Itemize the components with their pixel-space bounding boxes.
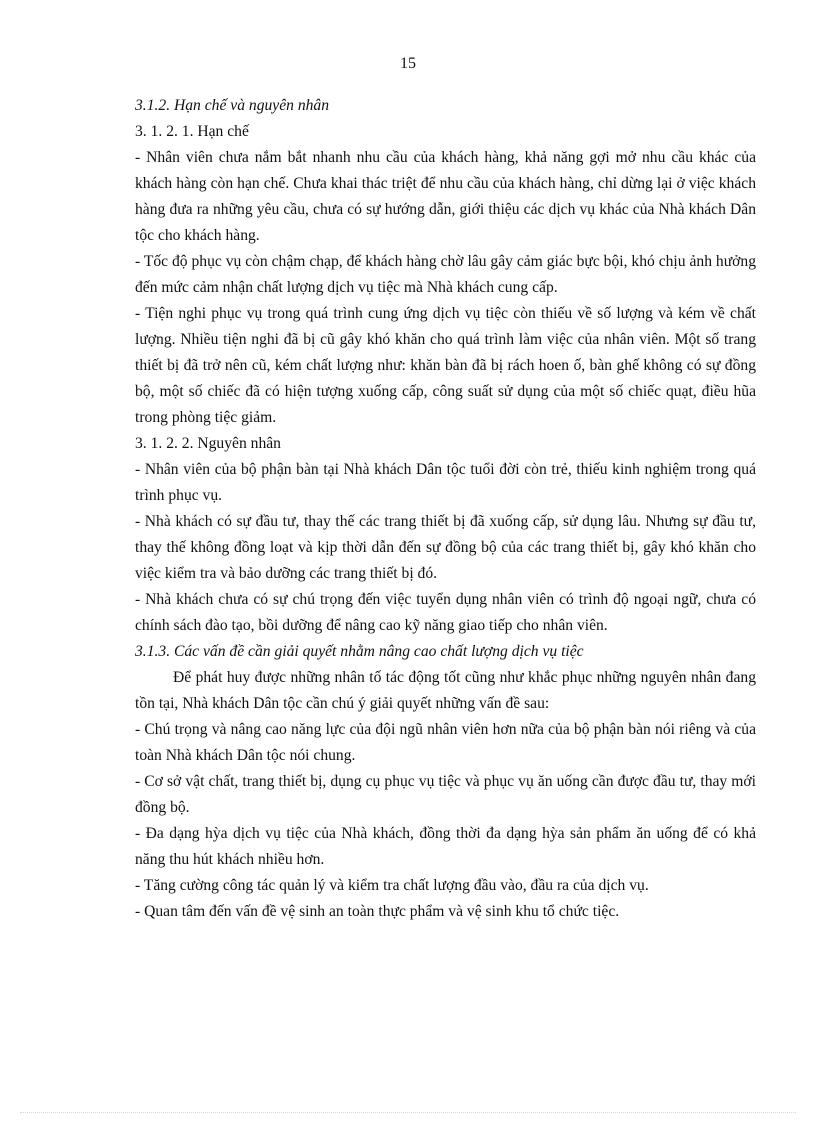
intro-paragraph: Để phát huy được những nhân tố tác động tốt cũng như khắc phục những nguyên nhân đang tồn tại, Nhà khách Dân tộc cần chú ý giải quyết những vấn đề sau: bbox=[135, 669, 756, 712]
page-bottom-divider bbox=[20, 1112, 796, 1113]
issue-paragraph: - Tăng cường công tác quản lý và kiểm tra chất lượng đầu vào, đầu ra của dịch vụ. bbox=[135, 877, 649, 894]
limitation-paragraph: - Nhân viên chưa nắm bắt nhanh nhu cầu của khách hàng, khả năng gợi mở nhu cầu khác của khách hàng còn hạn chế. Chưa khai thác triệt để nhu cầu của khách hàng, chỉ dừng lại ở việc khách hàng đưa ra những yêu cầu, chưa có sự hướng dẫn, giới thiệu các dịch vụ khác của Nhà khách Dân tộc cho khách hàng. bbox=[135, 149, 756, 244]
section-heading-3-1-3: 3.1.3. Các vấn đề cần giải quyết nhằm nâng cao chất lượng dịch vụ tiệc bbox=[135, 643, 584, 660]
page-number: 15 bbox=[400, 55, 416, 72]
subsection-heading-causes: 3. 1. 2. 2. Nguyên nhân bbox=[135, 435, 281, 452]
issue-paragraph: - Cơ sở vật chất, trang thiết bị, dụng cụ phục vụ tiệc và phục vụ ăn uống cần được đầu tư, thay mới đồng bộ. bbox=[135, 773, 756, 816]
section-heading-3-1-2: 3.1.2. Hạn chế và nguyên nhân bbox=[135, 97, 330, 114]
cause-paragraph: - Nhà khách chưa có sự chú trọng đến việc tuyển dụng nhân viên có trình độ ngoại ngữ, chưa có chính sách đào tạo, bồi dưỡng để nâng cao kỹ năng giao tiếp cho nhân viên. bbox=[135, 591, 756, 634]
subsection-heading-limitations: 3. 1. 2. 1. Hạn chế bbox=[135, 123, 249, 140]
cause-paragraph: - Nhân viên của bộ phận bàn tại Nhà khách Dân tộc tuổi đời còn trẻ, thiếu kinh nghiệm trong quá trình phục vụ. bbox=[135, 461, 756, 504]
cause-paragraph: - Nhà khách có sự đầu tư, thay thế các trang thiết bị đã xuống cấp, sử dụng lâu. Nhưng sự đầu tư, thay thế không đồng loạt và kịp thời dẫn đến sự đồng bộ của các trang thiết bị, gây khó khăn cho việc kiểm tra và bảo dưỡng các trang thiết bị đó. bbox=[135, 513, 756, 582]
limitation-paragraph: - Tốc độ phục vụ còn chậm chạp, để khách hàng chờ lâu gây cảm giác bực bội, khó chịu ảnh hưởng đến mức cảm nhận chất lượng dịch vụ tiệc mà Nhà khách cung cấp. bbox=[135, 253, 756, 296]
issue-paragraph: - Quan tâm đến vấn đề vệ sinh an toàn thực phẩm và vệ sinh khu tổ chức tiệc. bbox=[135, 903, 620, 920]
page-content bbox=[135, 93, 756, 925]
limitation-paragraph: - Tiện nghi phục vụ trong quá trình cung ứng dịch vụ tiệc còn thiếu về số lượng và kém về chất lượng. Nhiều tiện nghi đã bị cũ gây khó khăn cho quá trình làm việc của nhân viên. Một số trang thiết bị đã trở nên cũ, kém chất lượng như: khăn bàn đã bị rách hoen ố, bàn ghế không có sự đồng bộ, một số chiếc đã có hiện tượng xuống cấp, công suất sử dụng của một số chiếc quạt, điều hũa trong phòng tiệc giảm. bbox=[135, 305, 756, 426]
issue-paragraph: - Chú trọng và nâng cao năng lực của đội ngũ nhân viên hơn nữa của bộ phận bàn nói riêng và của toàn Nhà khách Dân tộc nói chung. bbox=[135, 721, 756, 764]
issue-paragraph: - Đa dạng hỳa dịch vụ tiệc của Nhà khách, đồng thời đa dạng hỳa sản phẩm ăn uống để có khả năng thu hút khách nhiều hơn. bbox=[135, 825, 756, 868]
